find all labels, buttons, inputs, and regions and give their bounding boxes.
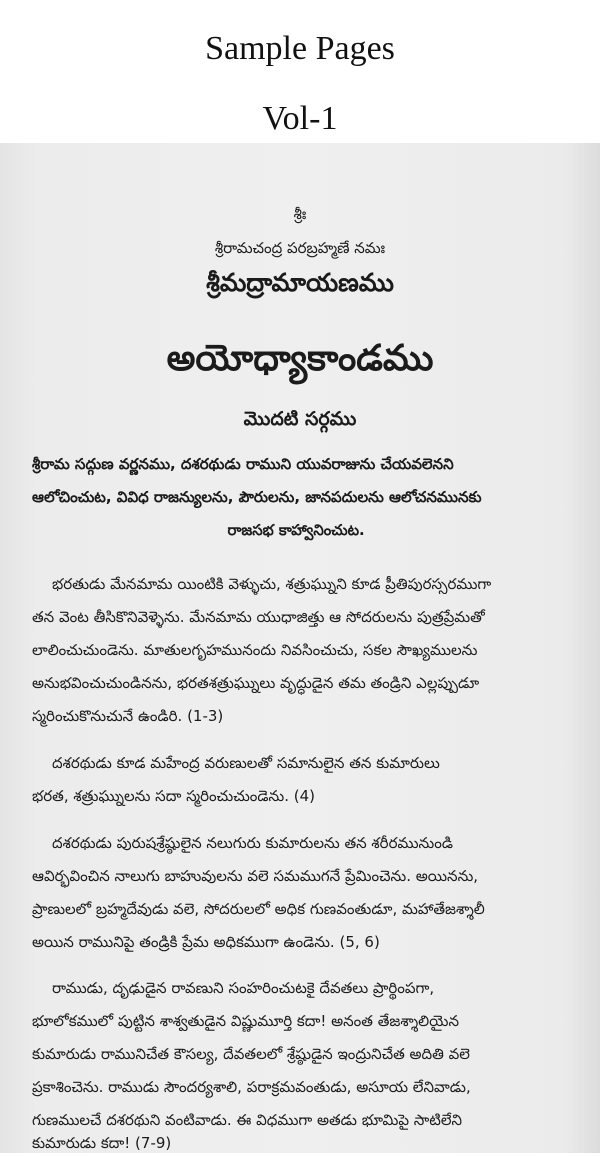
summary-line: ఆలోచించుట, వివిధ రాజన్యులను, పౌరులను, జానపదులను ఆలోచనమునకు xyxy=(32,488,482,506)
paragraph-line: లాలించుచుండెను. మాతులగృహమునందు నివసించుచు, సకల సౌఖ్యములను xyxy=(32,641,478,659)
paragraph-line: భూలోకములో పుట్టిన శాశ్వతుడైన విష్ణుమూర్తి కదా! అనంత తేజశ్శాలియైన xyxy=(32,1012,459,1030)
paragraph-line: ప్రకాశించెను. రాముడు సౌందర్యశాలి, పరాక్రమవంతుడు, అసూయ లేనివాడు, xyxy=(32,1078,471,1096)
volume-label: Vol-1 xyxy=(262,100,338,137)
paragraph-line: గుణములచే దశరథుని వంటివాడు. ఈ విధముగా అతడు భూమిపై సాటిలేని xyxy=(32,1111,463,1129)
summary-line: రాజసభ కాహ్వానించుట. xyxy=(227,521,365,539)
paragraph-line: భరత, శత్రుఘ్నులను సదా స్మరించుచుండెను. (4) xyxy=(32,787,316,805)
summary-line: శ్రీరామ సద్గుణ వర్ణనము, దశరథుడు రాముని యువరాజును చేయవలెనని xyxy=(32,455,454,473)
paragraph-line: దశరథుడు కూడ మహేంద్ర వరుణులతో సమానులైన తన కుమారులు xyxy=(52,754,440,772)
sample-header xyxy=(0,0,600,143)
paragraph-line: భరతుడు మేనమామ యింటికి వెళ్ళుచు, శత్రుఘ్నుని కూడ ప్రీతిపురస్సరముగా xyxy=(52,575,492,593)
paragraph-line: అనుభవించుచుండినను, భరతశత్రుఘ్నులు వృద్ధుడైన తమ తండ్రిని ఎల్లప్పుడూ xyxy=(32,674,480,692)
paragraph-line: రాముడు, దృఢుడైన రావణుని సంహరించుటకై దేవతలు ప్రార్థింపగా, xyxy=(52,979,435,997)
kanda-title: అయోధ్యాకాండము xyxy=(166,338,434,379)
book-title: శ్రీమద్రామాయణము xyxy=(206,268,394,297)
invocation-namah: శ్రీరామచంద్ర పరబ్రహ్మణే నమః xyxy=(214,239,386,257)
paragraph-line: అయిన రామునిపై తండ్రికి ప్రేమ అధికముగా ఉండెను. (5, 6) xyxy=(32,933,380,951)
paragraph-line: కుమారుడు రామునిచేత కౌసల్య, దేవతలలో శ్రేష్ఠుడైన ఇంద్రునిచేత అదితి వలె xyxy=(32,1045,470,1063)
sample-pages-title: Sample Pages xyxy=(205,30,395,67)
scanned-page xyxy=(0,143,600,1153)
invocation-sri: శ్రీః xyxy=(293,205,307,223)
paragraph-line: ఆవిర్భవించిన నాలుగు బాహువులను వలె సమముగనే ప్రేమించెను. అయినను, xyxy=(32,867,479,885)
paragraph-line: దశరథుడు పురుషశ్రేష్ఠులైన నలుగురు కుమారులను తన శరీరమునుండి xyxy=(52,834,453,852)
paragraph-line: ప్రాణులలో బ్రహ్మదేవుడు వలె, సోదరులలో అధిక గుణవంతుడూ, మహాతేజశ్శాలీ xyxy=(32,900,485,918)
paragraph-line: స్మరించుకొనుచునే ఉండిరి. (1-3) xyxy=(32,707,224,725)
paragraph-line: కుమారుడు కదా! (7-9) xyxy=(32,1134,172,1152)
paragraph-line: తన వెంట తీసికొనివెళ్ళెను. మేనమామ యుధాజిత్తు ఆ సోదరులను పుత్రప్రేమతో xyxy=(32,608,485,626)
sarga-heading: మొదటి సర్గము xyxy=(243,408,357,430)
